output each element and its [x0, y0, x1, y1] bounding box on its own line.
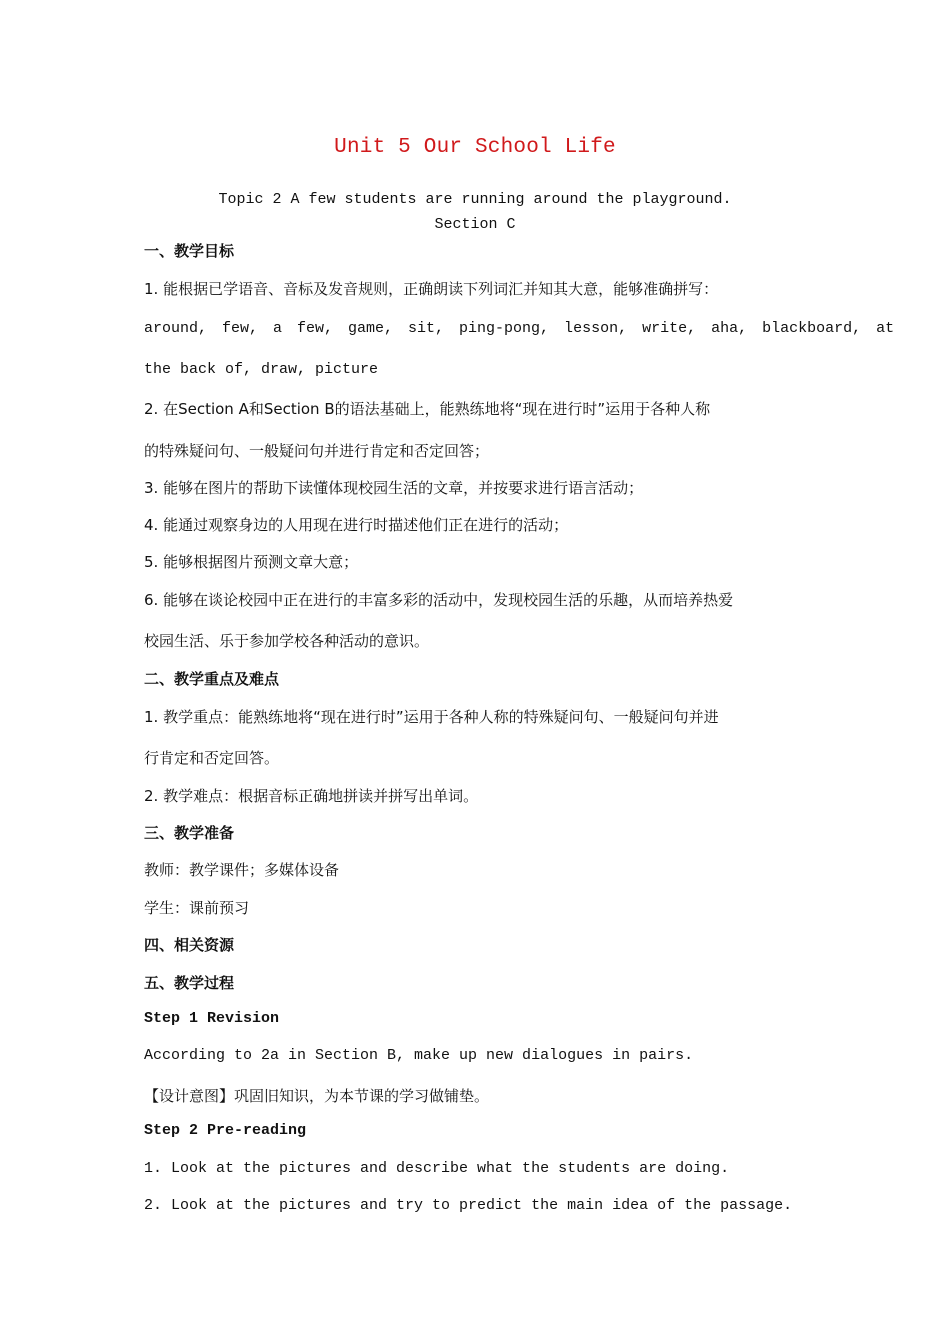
heading-resources: 四、相关资源	[144, 936, 235, 954]
vocabulary-line-1: around, few, a few, game, sit, ping-pong, lesson, write, aha, blackboard, at	[144, 320, 895, 337]
key-point-2: 2. 教学难点：根据音标正确地拼读并拼写出单词。	[144, 787, 479, 805]
topic-subtitle: Topic 2 A few students are running around the playground.	[218, 191, 732, 208]
step-2-item-2: 2. Look at the pictures and try to predict the main idea of the passage.	[144, 1197, 793, 1214]
key-point-1-line-2: 行肯定和否定回答。	[144, 749, 280, 767]
document-title: Unit 5 Our School Life	[334, 136, 616, 159]
objective-2-line-1: 2. 在Section A和Section B的语法基础上，能熟练地将“现在进行时”运用于各种人称	[144, 400, 711, 418]
objective-3: 3. 能够在图片的帮助下读懂体现校园生活的文章，并按要求进行语言活动；	[144, 479, 644, 497]
objective-2-line-2: 的特殊疑问句、一般疑问句并进行肯定和否定回答；	[144, 442, 490, 460]
design-intent-1: 【设计意图】巩固旧知识，为本节课的学习做铺垫。	[144, 1087, 490, 1105]
preparation-student: 学生：课前预习	[144, 899, 250, 917]
objective-5: 5. 能够根据图片预测文章大意；	[144, 553, 359, 571]
vocabulary-line-2: the back of, draw, picture	[144, 361, 379, 378]
objective-4: 4. 能通过观察身边的人用现在进行时描述他们正在进行的活动；	[144, 516, 569, 534]
heading-key-points: 二、教学重点及难点	[144, 670, 280, 688]
objective-6-line-2: 校园生活、乐于参加学校各种活动的意识。	[144, 632, 430, 650]
preparation-teacher: 教师：教学课件；多媒体设备	[144, 861, 340, 879]
objective-6-line-1: 6. 能够在谈论校园中正在进行的丰富多彩的活动中，发现校园生活的乐趣，从而培养热爱	[144, 591, 734, 609]
key-point-1-line-1: 1. 教学重点：能熟练地将“现在进行时”运用于各种人称的特殊疑问句、一般疑问句并进	[144, 708, 719, 726]
heading-objectives: 一、教学目标	[144, 242, 235, 260]
objective-1: 1. 能根据已学语音、音标及发音规则，正确朗读下列词汇并知其大意，能够准确拼写：	[144, 280, 719, 298]
heading-preparation: 三、教学准备	[144, 824, 235, 842]
step-2-item-1: 1. Look at the pictures and describe what the students are doing.	[144, 1160, 730, 1177]
heading-process: 五、教学过程	[144, 974, 235, 992]
step-1-heading: Step 1 Revision	[144, 1010, 280, 1027]
step-2-heading: Step 2 Pre-reading	[144, 1122, 307, 1139]
step-1-text: According to 2a in Section B, make up new dialogues in pairs.	[144, 1047, 694, 1064]
section-subtitle: Section C	[434, 216, 516, 233]
